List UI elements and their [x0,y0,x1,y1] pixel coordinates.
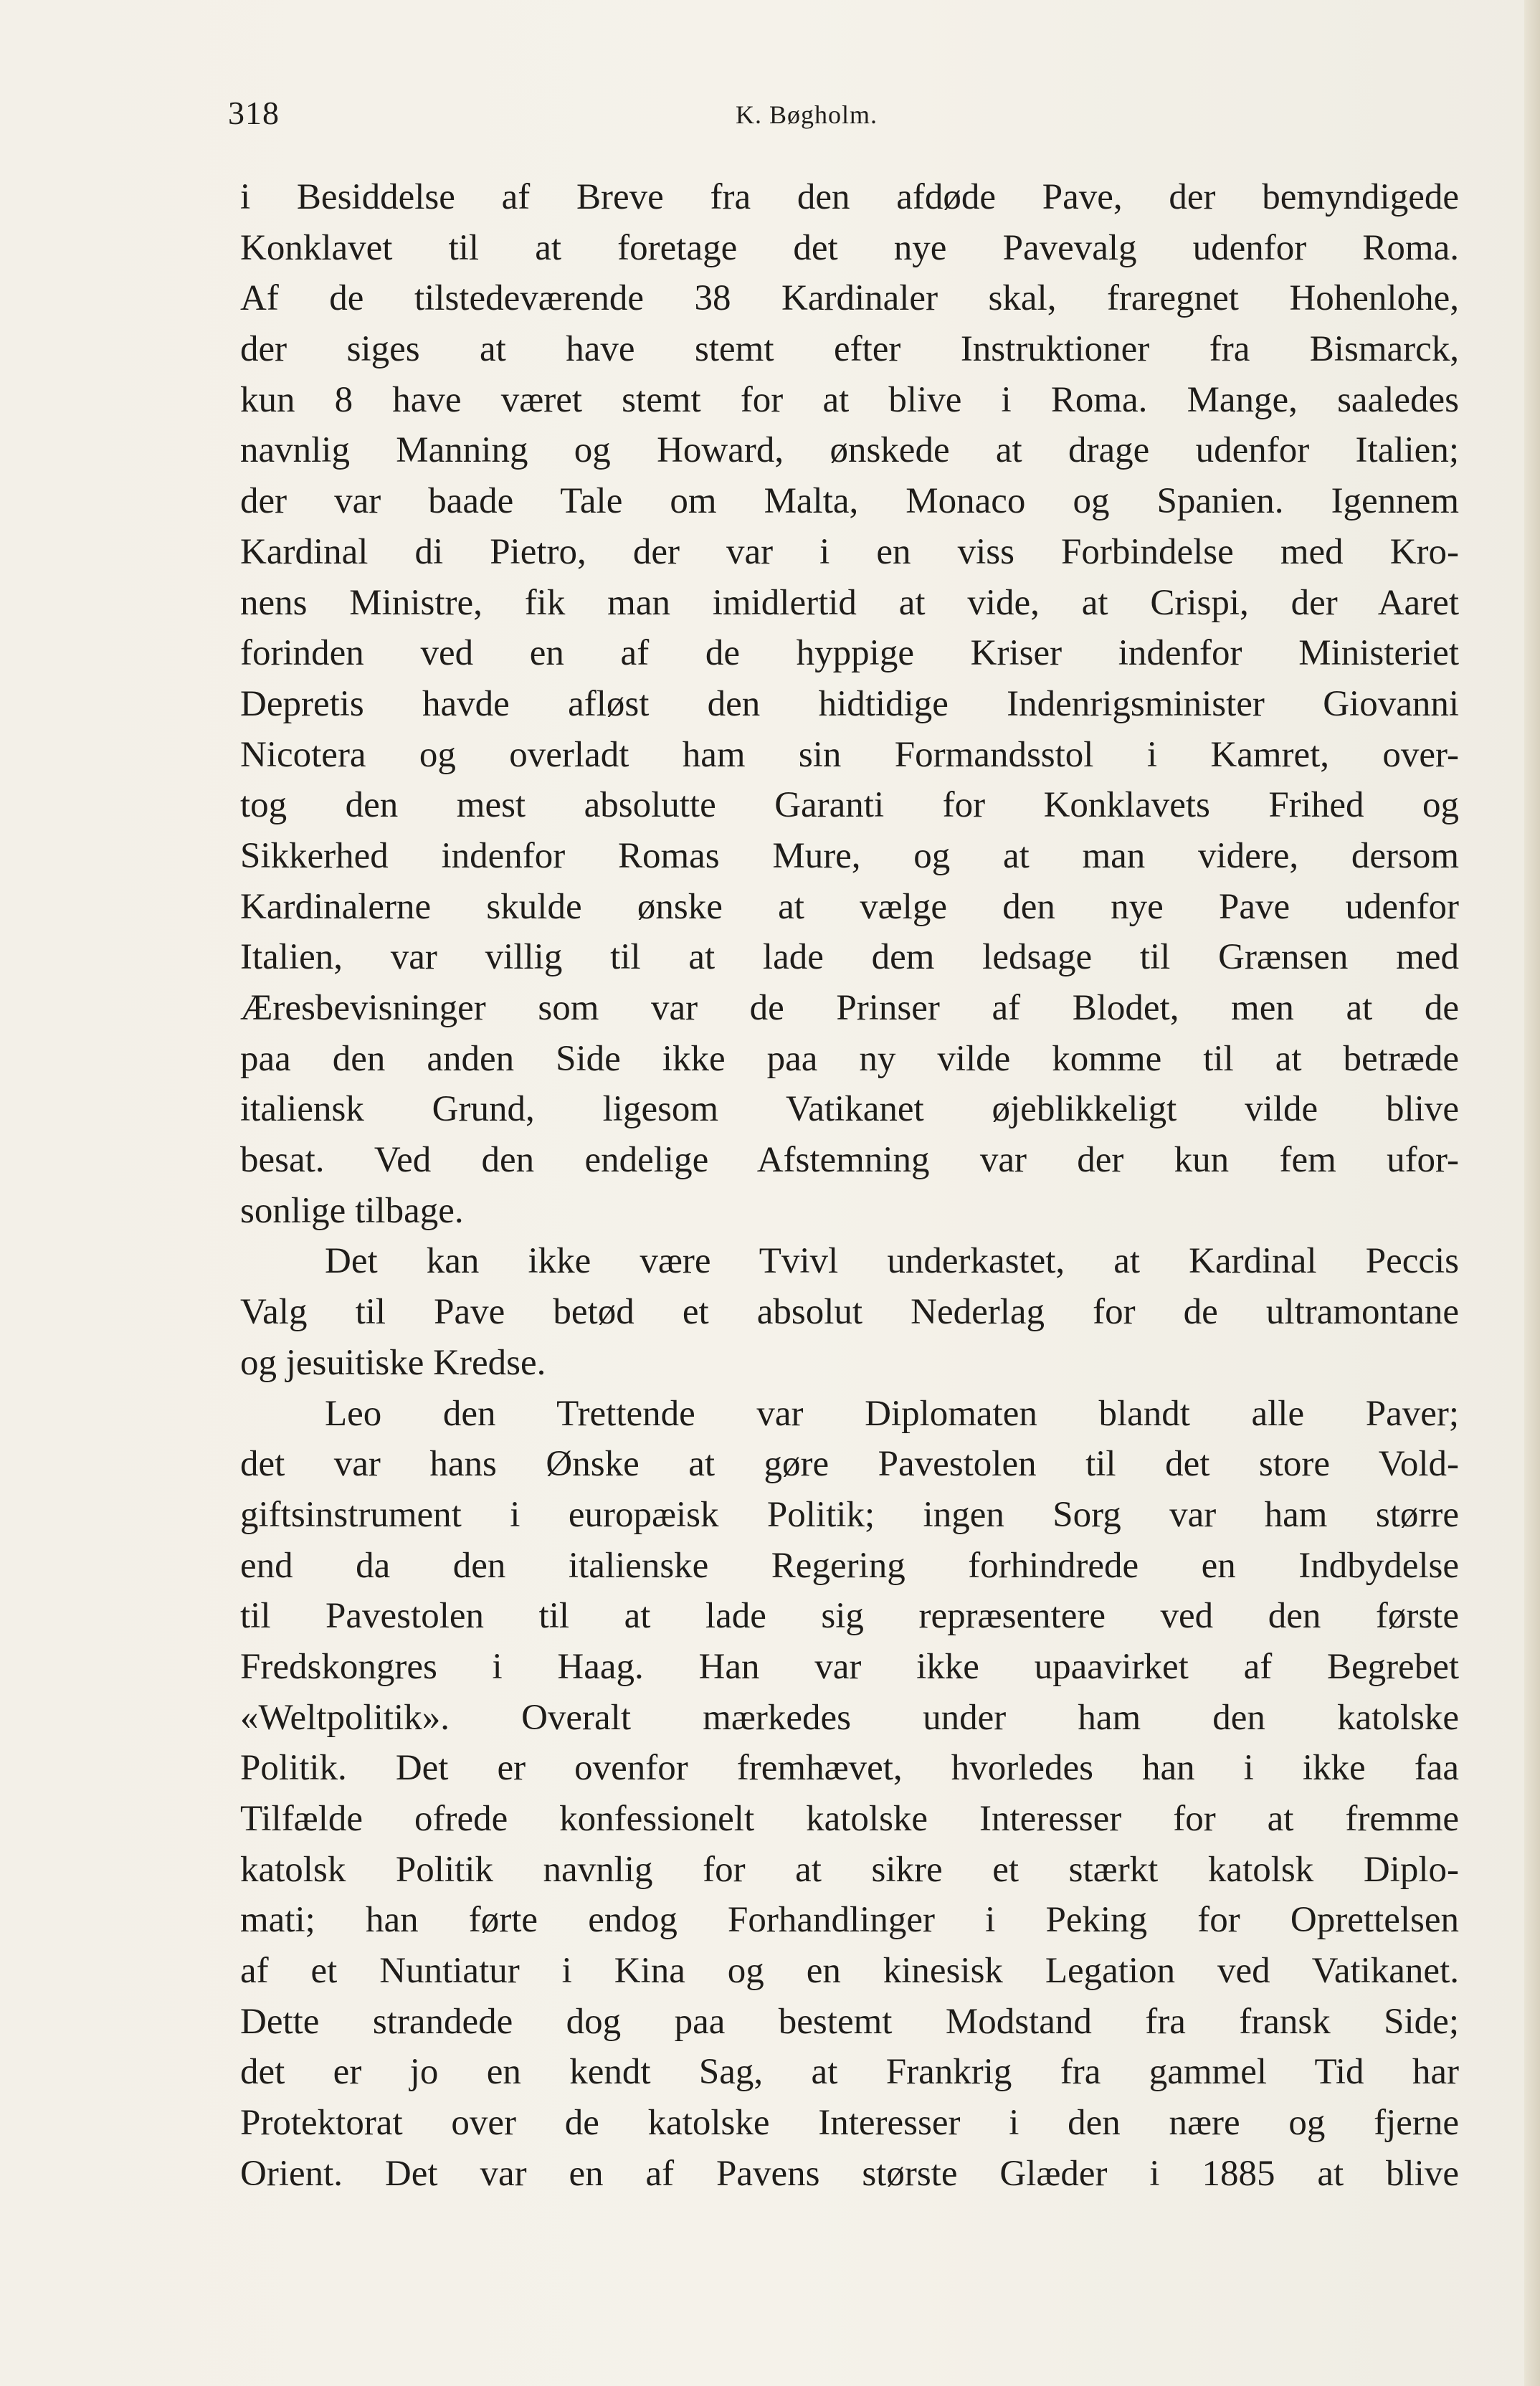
text-line: det er jo en kendt Sag, at Frankrig fra gammel Tid har [240,2052,1459,2093]
text-line: end da den italienske Regering forhindrede en Indbydelse [240,1545,1459,1586]
text-line: Protektorat over de katolske Interesser i den nære og fjerne [240,2103,1459,2144]
text-line: giftsinstrument i europæisk Politik; ingen Sorg var ham større [240,1494,1459,1535]
text-line: Tilfælde ofrede konfessionelt katolske Interesser for at fremme [240,1799,1459,1839]
paragraph-end-line: og jesuitiske Kredse. [240,1342,546,1383]
text-line: Italien, var villig til at lade dem ledsage til Grænsen med [240,937,1459,978]
text-line: Valg til Pave betød et absolut Nederlag for de ultramontane [240,1292,1459,1333]
text-line: af et Nuntiatur i Kina og en kinesisk Legation ved Vatikanet. [240,1951,1459,1992]
text-line: besat. Ved den endelige Afstemning var der kun fem ufor- [240,1140,1459,1181]
text-line: Politik. Det er ovenfor fremhævet, hvorledes han i ikke faa [240,1748,1459,1789]
text-line: «Weltpolitik». Overalt mærkedes under ham den katolske [240,1697,1459,1738]
text-line: Æresbevisninger som var de Prinser af Blodet, men at de [240,988,1459,1028]
text-line: italiensk Grund, ligesom Vatikanet øjeblikkeligt vilde blive [240,1089,1459,1130]
text-line: Dette strandede dog paa bestemt Modstand fra fransk Side; [240,2001,1459,2042]
text-line: Sikkerhed indenfor Romas Mure, og at man videre, dersom [240,835,1459,876]
text-line: kun 8 have været stemt for at blive i Roma. Mange, saaledes [240,379,1459,420]
text-line: tog den mest absolutte Garanti for Konklavets Frihed og [240,785,1459,826]
body-text [240,172,1459,2200]
text-line: til Pavestolen til at lade sig repræsentere ved den første [240,1596,1459,1637]
text-line: forinden ved en af de hyppige Kriser indenfor Ministeriet [240,633,1459,674]
paragraph-start-line: Det kan ikke være Tvivl underkastet, at Kardinal Peccis [325,1241,1459,1282]
text-line: nens Ministre, fik man imidlertid at vide, at Crispi, der Aaret [240,582,1459,623]
text-line: Kardinal di Pietro, der var i en viss Forbindelse med Kro- [240,531,1459,572]
text-line: det var hans Ønske at gøre Pavestolen til det store Vold- [240,1444,1459,1485]
paragraph-end-line: sonlige tilbage. [240,1190,464,1231]
text-line: Orient. Det var en af Pavens største Glæder i 1885 at blive [240,2153,1459,2194]
text-line: navnlig Manning og Howard, ønskede at drage udenfor Italien; [240,430,1459,471]
text-line: mati; han førte endog Forhandlinger i Peking for Oprettelsen [240,1900,1459,1941]
text-line: katolsk Politik navnlig for at sikre et stærkt katolsk Diplo- [240,1849,1459,1890]
text-line: Konklavet til at foretage det nye Pavevalg udenfor Roma. [240,227,1459,268]
text-line: i Besiddelse af Breve fra den afdøde Pave, der bemyndigede [240,177,1459,217]
text-line: paa den anden Side ikke paa ny vilde komme til at betræde [240,1038,1459,1079]
text-line: Depretis havde afløst den hidtidige Indenrigsminister Giovanni [240,683,1459,724]
text-line: der siges at have stemt efter Instruktioner fra Bismarck, [240,329,1459,370]
text-line: Af de tilstedeværende 38 Kardinaler skal, fraregnet Hohenlohe, [240,278,1459,319]
paragraph-start-line: Leo den Trettende var Diplomaten blandt alle Paver; [325,1393,1459,1434]
page-number: 318 [228,95,280,131]
text-line: Nicotera og overladt ham sin Formandsstol i Kamret, over- [240,734,1459,775]
page-edge [1524,0,1540,2386]
page-header [228,92,1465,135]
text-line: Kardinalerne skulde ønske at vælge den nye Pave udenfor [240,886,1459,927]
running-head: K. Bøgholm. [736,100,878,129]
text-line: Fredskongres i Haag. Han var ikke upaavirket af Begrebet [240,1646,1459,1687]
text-line: der var baade Tale om Malta, Monaco og Spanien. Igennem [240,481,1459,522]
